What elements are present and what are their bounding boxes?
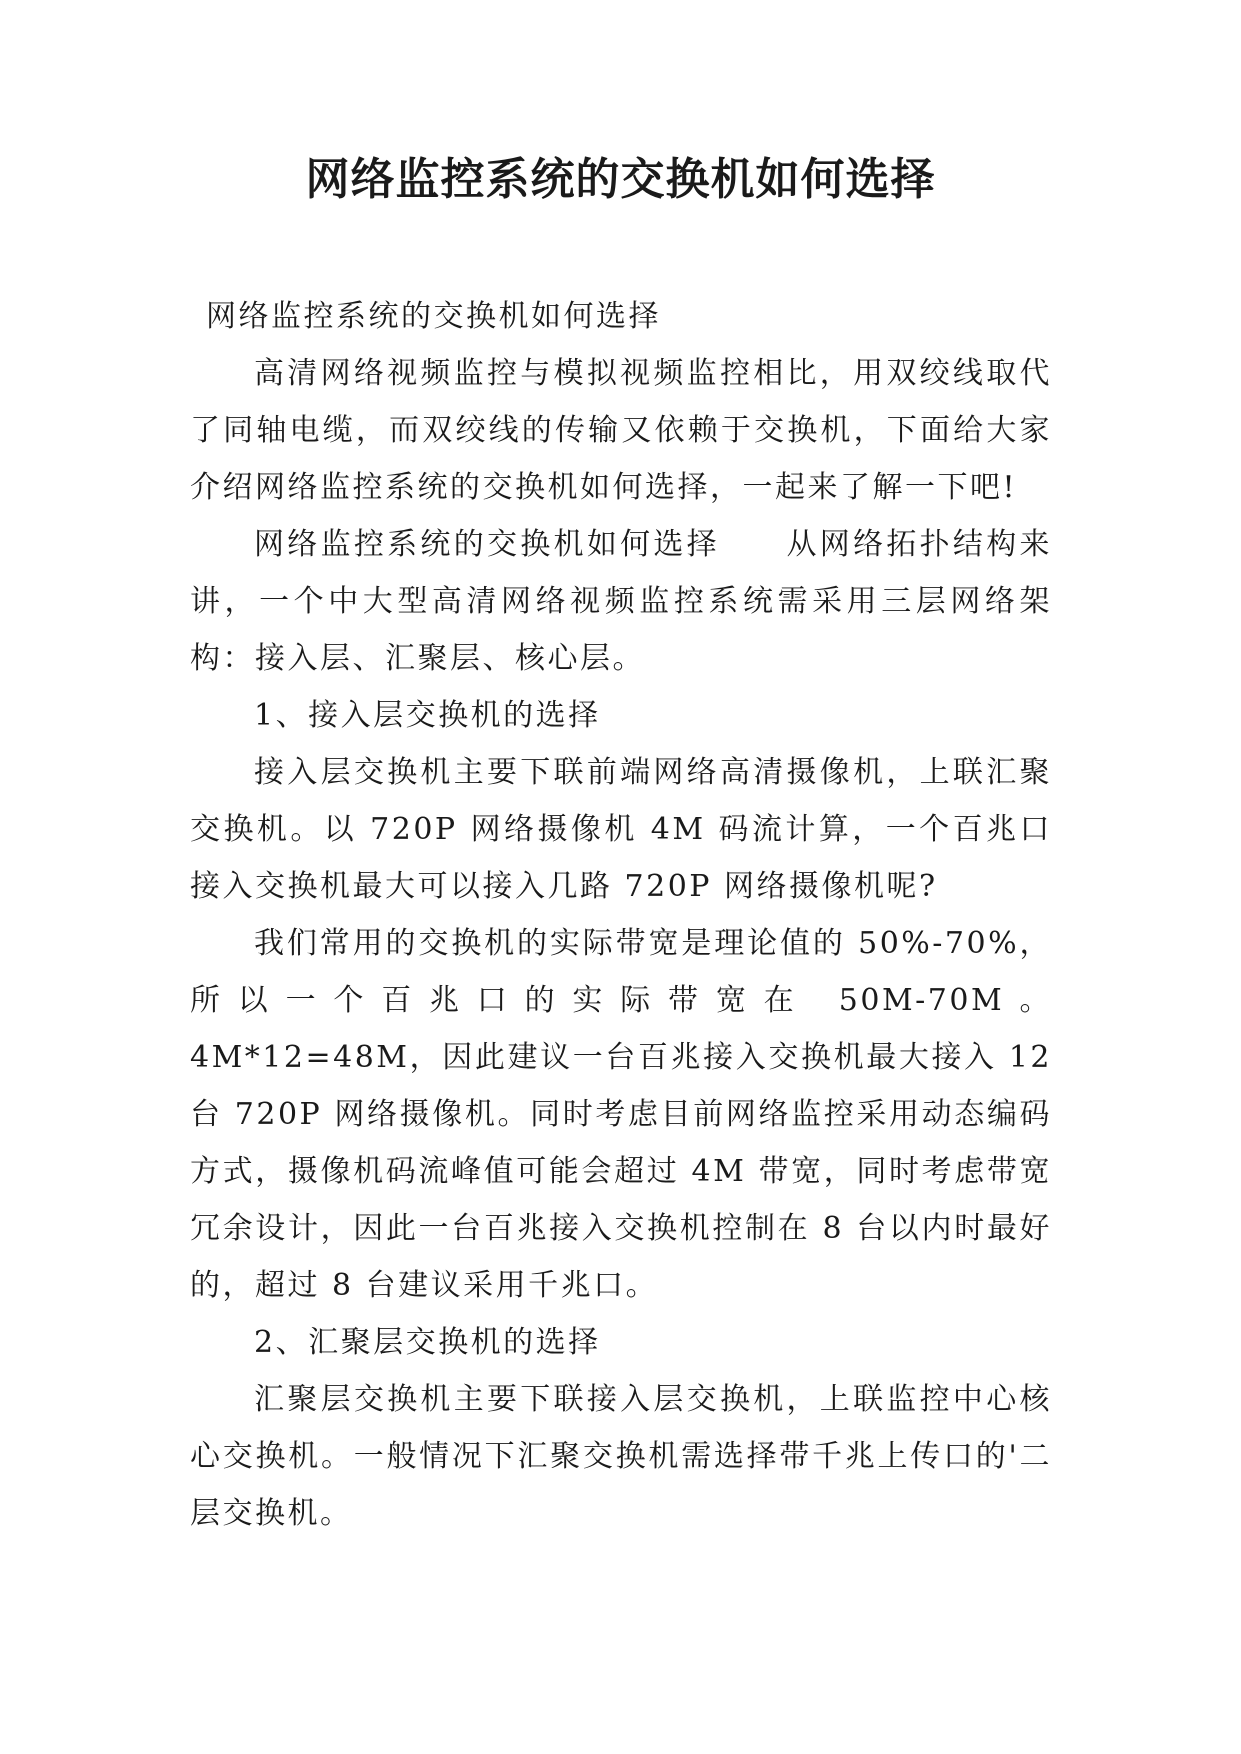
aggregation-layer-heading: 2、汇聚层交换机的选择 — [254, 1325, 601, 1360]
document-body — [190, 288, 1052, 1542]
bandwidth-paragraph: 我们常用的交换机的实际带宽是理论值的 50%-70%，所以一个百兆口的实际带宽在 50M-70M。4M*12=48M，因此建议一台百兆接入交换机最大接入 12 台 720P 网络摄像机。同时考虑目前网络监控采用动态编码方式，摄像机码流峰值可能会超过 4M 带宽，同时考虑带宽冗余设计，因此一台百兆接入交换机控制在 8 台以内时最好的，超过 8 台建议采用千兆口。 — [190, 926, 1052, 1303]
access-layer-heading: 1、接入层交换机的选择 — [254, 698, 601, 733]
section-heading: 网络监控系统的交换机如何选择 — [206, 299, 661, 334]
intro-paragraph: 高清网络视频监控与模拟视频监控相比，用双绞线取代了同轴电缆，而双绞线的传输又依赖于交换机，下面给大家介绍网络监控系统的交换机如何选择，一起来了解一下吧! — [190, 356, 1052, 505]
topology-paragraph: 网络监控系统的交换机如何选择 从网络拓扑结构来讲，一个中大型高清网络视频监控系统需采用三层网络架构：接入层、汇聚层、核心层。 — [190, 527, 1052, 676]
access-layer-paragraph: 接入层交换机主要下联前端网络高清摄像机，上联汇聚交换机。以 720P 网络摄像机 4M 码流计算，一个百兆口接入交换机最大可以接入几路 720P 网络摄像机呢? — [190, 755, 1052, 904]
page-title: 网络监控系统的交换机如何选择 — [305, 154, 936, 205]
aggregation-layer-paragraph: 汇聚层交换机主要下联接入层交换机，上联监控中心核心交换机。一般情况下汇聚交换机需选择带千兆上传口的'二层交换机。 — [190, 1382, 1052, 1531]
